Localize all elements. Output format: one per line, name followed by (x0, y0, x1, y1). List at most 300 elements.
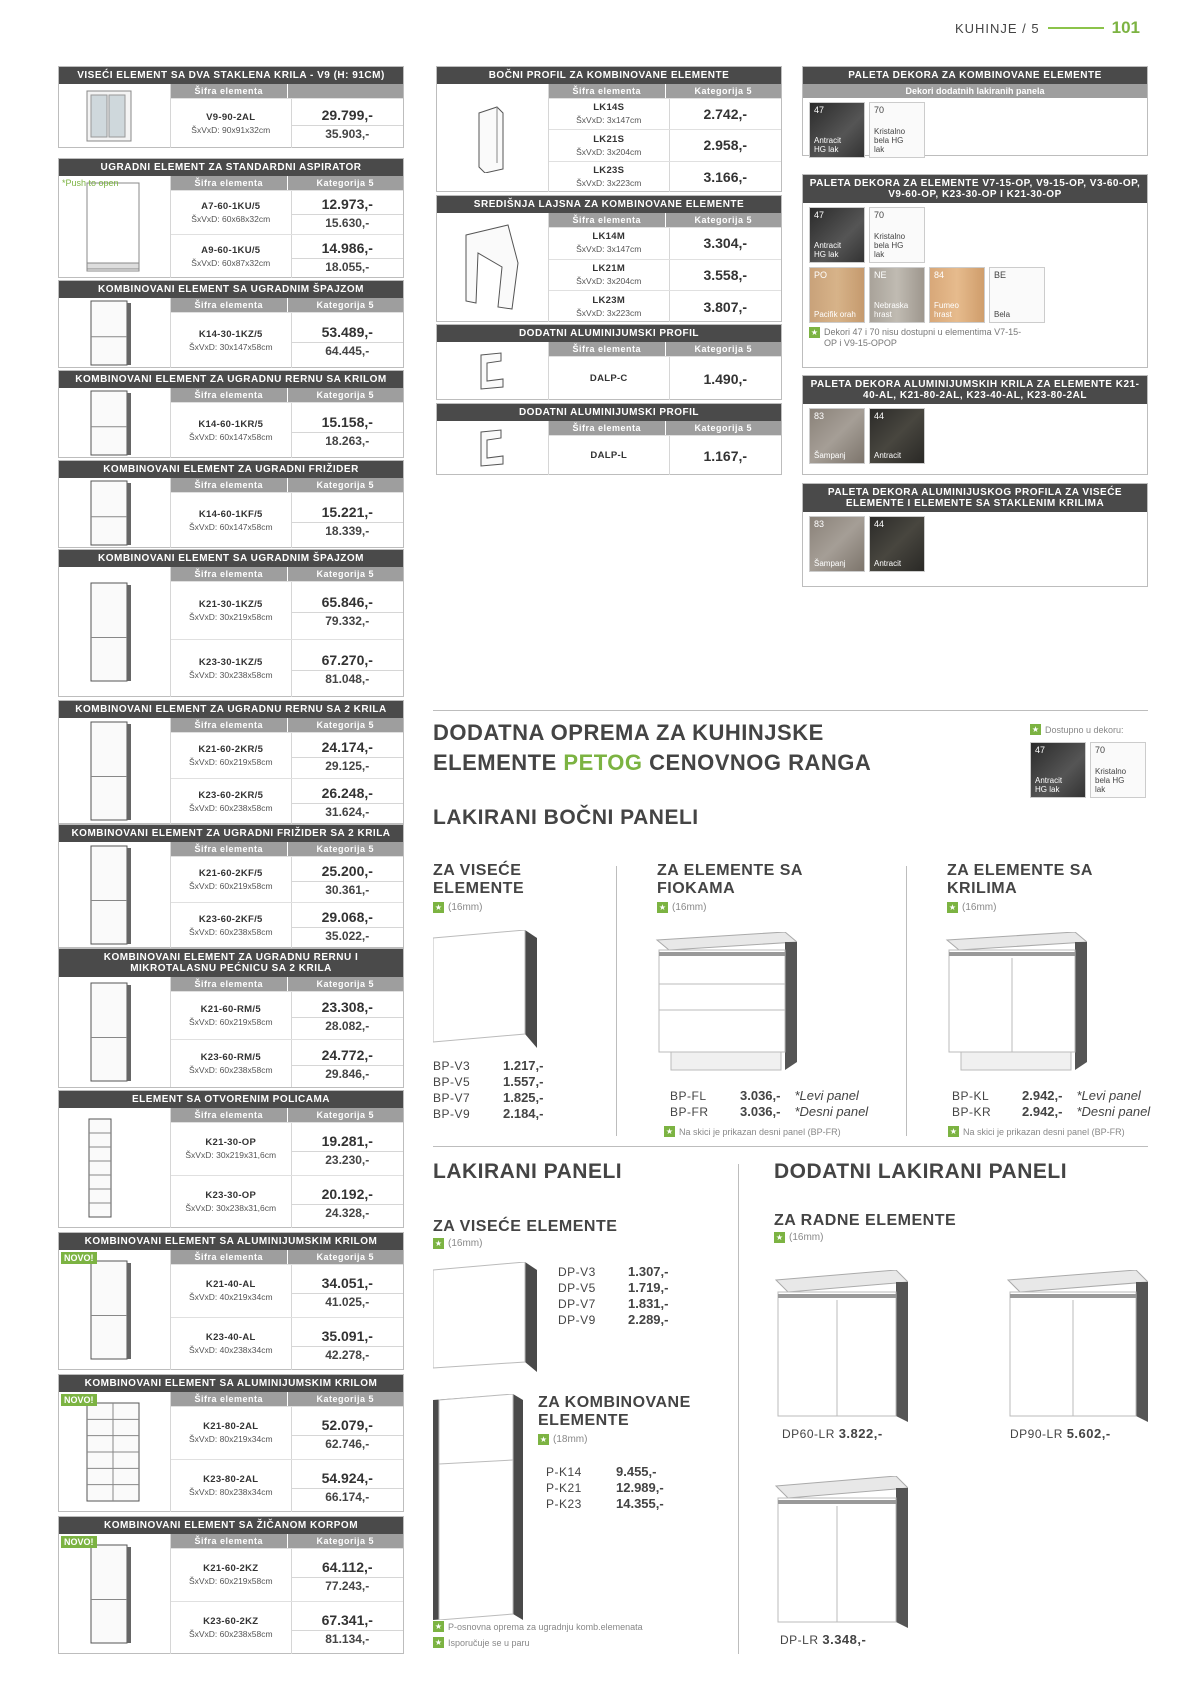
product-image (437, 342, 549, 400)
product-price: 1.167,- (703, 447, 748, 464)
cabinet-illustration (83, 1539, 147, 1649)
product-price: 15.158,- (321, 414, 373, 430)
palette-title: PALETA DEKORA ALUMINIJUSKOG PROFILA ZA VISEĆE ELEMENTE I ELEMENTE SA STAKLENIM KRILIMA (803, 484, 1147, 512)
column-header: Šifra elementa (194, 844, 264, 854)
door-note: ★ Na skici je prikazan desni panel (BP-FR) (949, 1126, 1125, 1137)
price-row (670, 1104, 868, 1120)
heading-additional-lacquered: DODATNI LAKIRANI PANELI (774, 1160, 1068, 1183)
product-image (59, 718, 171, 824)
product-title: DODATNI ALUMINIJUMSKI PROFIL (437, 404, 781, 421)
star-icon: ★ (434, 903, 443, 912)
product-price: 35.091,- (321, 1327, 373, 1344)
bp-v-list (433, 1058, 543, 1122)
product-price: 67.270,- (321, 652, 373, 668)
product-row (171, 1122, 403, 1175)
left-product-box (58, 700, 404, 824)
product-row (171, 1039, 403, 1087)
sub-worktop: ZA RADNE ELEMENTE (774, 1212, 957, 1229)
product-dimensions: ŠxVxD: 3x204cm (576, 146, 642, 157)
panel-code: BP-V5 (433, 1075, 471, 1089)
cabinet-illustration (83, 1255, 147, 1365)
swatch-44[interactable]: 44 Antracit (869, 408, 925, 464)
price-row (952, 1088, 1150, 1104)
sub-combined: ZA KOMBINOVANE ELEMENTE (538, 1394, 691, 1429)
panel-code: BP-KR (952, 1105, 992, 1119)
product-row (549, 259, 781, 291)
panel-price: 2.942,- (1022, 1104, 1063, 1119)
product-image (437, 84, 549, 192)
panel-price: 14.355,- (616, 1496, 664, 1511)
column-header: Šifra elementa (194, 979, 264, 989)
product-code: A9-60-1KU/5 (201, 244, 261, 256)
column-header: Kategorija 5 (287, 1108, 404, 1122)
panel-code: DP-V9 (558, 1313, 596, 1327)
cabinet-illustration (83, 577, 147, 687)
palette-title: PALETA DEKORA ALUMINIJUMSKIH KRILA ZA ELEMENTE K21-40-AL, K21-80-2AL, K23-40-AL, K23-80-2AL (803, 376, 1147, 404)
panel-price: 1.557,- (503, 1074, 544, 1089)
product-old-price: 24.328,- (292, 1204, 404, 1221)
column-header: Šifra elementa (194, 720, 264, 730)
left-product-box (58, 948, 404, 1088)
product-code: K21-60-RM/5 (200, 1003, 261, 1015)
product-price: 64.112,- (321, 1558, 373, 1575)
product-image (59, 298, 171, 368)
column-header: Kategorija 5 (287, 977, 404, 991)
dp60-image (774, 1270, 908, 1422)
product-row (549, 356, 781, 400)
cabinet-illustration (83, 840, 147, 950)
available-label: ★ Dostupno u dekoru: (1031, 724, 1124, 735)
column-header: Šifra elementa (572, 423, 642, 433)
product-dimensions: ŠxVxD: 60x238x58cm (188, 802, 273, 813)
product-row (171, 1601, 403, 1654)
star-icon: ★ (658, 903, 667, 912)
product-code: K14-60-1KR/5 (198, 418, 264, 430)
swatch-84[interactable]: 84 Fumeo hrast (929, 267, 985, 323)
product-old-price: 79.332,- (292, 612, 404, 629)
product-row (171, 1175, 403, 1228)
thickness-label: ★ (16mm) (658, 902, 707, 913)
divider (906, 866, 907, 1136)
product-price: 24.772,- (321, 1047, 373, 1063)
star-icon: ★ (948, 903, 957, 912)
divider (616, 866, 617, 1136)
divider (433, 710, 1148, 711)
column-headers (549, 342, 781, 356)
column-headers (171, 478, 403, 492)
price-row (433, 1090, 543, 1106)
product-dimensions: ŠxVxD: 80x238x34cm (188, 1487, 273, 1497)
product-old-price: 18.263,- (292, 432, 404, 449)
column-header: Šifra elementa (194, 1536, 264, 1546)
product-code: LK14M (592, 231, 626, 243)
thickness-label: ★ (18mm) (539, 1434, 588, 1445)
thickness-label: ★ (16mm) (948, 902, 997, 913)
product-row (549, 290, 781, 322)
left-product-box (58, 370, 404, 458)
product-row (171, 902, 403, 948)
price-row (433, 1058, 543, 1074)
product-code: K23-40-AL (205, 1332, 256, 1343)
product-row (549, 435, 781, 475)
product-old-price: 29.125,- (292, 757, 404, 774)
swatch-70[interactable]: 70 Kristalno bela HG lak (869, 207, 925, 263)
swatch-70[interactable]: 70 Kristalno bela HG lak (1090, 742, 1146, 798)
product-row (171, 312, 403, 368)
price-row (546, 1464, 664, 1480)
bp-k-list (952, 1088, 1150, 1120)
available-swatches (1030, 742, 1146, 798)
panel-price: 12.989,- (616, 1480, 664, 1495)
swatch-47[interactable]: 47 Antracit HG lak (809, 207, 865, 263)
star-icon: ★ (434, 1239, 443, 1248)
product-price: 14.986,- (321, 240, 373, 256)
panel-code: BP-V9 (433, 1107, 471, 1121)
heading-lacquered-side: LAKIRANI BOČNI PANELI (433, 806, 699, 829)
product-code: LK14S (593, 102, 625, 114)
product-title: ELEMENT SA OTVORENIM POLICAMA (59, 1091, 403, 1108)
product-price: 2.958,- (703, 137, 748, 154)
panel-price: 1.831,- (628, 1296, 669, 1311)
swatch-83[interactable]: 83 Šampanj (809, 408, 865, 464)
product-code: K21-60-2KZ (203, 1563, 259, 1574)
product-image (59, 1250, 171, 1370)
column-header: Kategorija 5 (287, 298, 404, 312)
product-dimensions: ŠxVxD: 40x219x34cm (188, 1292, 273, 1302)
star-icon: ★ (949, 1127, 958, 1136)
dp90-label: DP90-LR 5.602,- (1010, 1426, 1111, 1441)
column-header: Šifra elementa (194, 86, 264, 96)
product-price: 1.490,- (703, 370, 748, 387)
panel-price: 1.307,- (628, 1264, 669, 1279)
price-row (546, 1496, 664, 1512)
product-dimensions: ŠxVxD: 60x219x58cm (188, 756, 273, 767)
product-code: K23-60-2KZ (203, 1616, 259, 1627)
product-image (59, 1108, 171, 1228)
star-icon: ★ (539, 1435, 548, 1444)
swatch-be[interactable]: BE Bela (989, 267, 1045, 323)
section-label: KUHINJE / 5 (954, 20, 1040, 36)
heading-lacquered-panels: LAKIRANI PANELI (433, 1160, 623, 1183)
left-product-box (58, 1232, 404, 1370)
swatch-47[interactable]: 47 Antracit HG lak (1030, 742, 1086, 798)
product-old-price: 28.082,- (292, 1017, 404, 1034)
column-header (287, 84, 404, 98)
product-dimensions: ŠxVxD: 60x238x58cm (188, 926, 273, 937)
cabinet-illustration (83, 1397, 147, 1507)
swatch-ne[interactable]: NE Nebraska hrast (869, 267, 925, 323)
thickness-label: ★ (16mm) (775, 1232, 824, 1243)
palette-alu-doors (802, 375, 1148, 475)
dp-v-list (558, 1264, 668, 1328)
product-dimensions: ŠxVxD: 60x219x58cm (188, 1576, 273, 1586)
product-row (171, 991, 403, 1039)
product-dimensions: ŠxVxD: 60x238x58cm (188, 1629, 273, 1639)
price-row (558, 1280, 668, 1296)
product-price: 20.192,- (321, 1185, 373, 1202)
product-price: 19.281,- (321, 1132, 373, 1149)
palette-title: PALETA DEKORA ZA KOMBINOVANE ELEMENTE (803, 67, 1147, 84)
left-product-box (58, 549, 404, 697)
product-row (171, 190, 403, 234)
left-product-box (58, 1090, 404, 1228)
product-title: VISEĆI ELEMENT SA DVA STAKLENA KRILA - V9 (H: 91CM) (59, 67, 403, 84)
column-headers (171, 977, 403, 991)
product-title: DODATNI ALUMINIJUMSKI PROFIL (437, 325, 781, 342)
panel-side: *Levi panel (1076, 1088, 1141, 1103)
price-row (558, 1264, 668, 1280)
product-code: K21-60-2KF/5 (198, 867, 263, 879)
column-header: Kategorija 5 (287, 388, 404, 402)
price-row (433, 1074, 543, 1090)
product-title: KOMBINOVANI ELEMENT ZA UGRADNU RERNU SA 2 KRILA (59, 701, 403, 718)
product-image (59, 478, 171, 548)
product-image (59, 84, 171, 148)
section-title: DODATNA OPREMA ZA KUHINJSKE ELEMENTE PETOG CENOVNOG RANGA (433, 720, 872, 775)
product-price: 25.200,- (321, 863, 373, 879)
product-price: 24.174,- (321, 739, 373, 755)
panel-price: 3.036,- (740, 1104, 781, 1119)
star-icon: ★ (1031, 725, 1040, 734)
column-header: Šifra elementa (194, 1110, 264, 1120)
column-headers (171, 567, 403, 581)
column-header: Šifra elementa (572, 86, 642, 96)
sub-drawers: ZA ELEMENTE SA FIOKAMA (657, 862, 803, 897)
product-title: UGRADNI ELEMENT ZA STANDARDNI ASPIRATOR (59, 159, 403, 176)
dplr-image (774, 1476, 908, 1628)
column-header: Kategorija 5 (287, 567, 404, 581)
column-header: Kategorija 5 (287, 478, 404, 492)
product-dimensions: ŠxVxD: 60x238x58cm (188, 1064, 273, 1075)
product-row (171, 778, 403, 824)
product-code: K23-60-2KR/5 (198, 789, 264, 801)
star-icon: ★ (775, 1233, 784, 1242)
product-dimensions: ŠxVxD: 60x87x32cm (191, 257, 271, 268)
panel-price: 2.942,- (1022, 1088, 1063, 1103)
product-code: K14-30-1KZ/5 (198, 328, 263, 340)
left-product-box (58, 158, 404, 278)
cabinet-illustration (83, 385, 147, 461)
product-code: K21-80-2AL (203, 1421, 259, 1432)
column-header: Šifra elementa (194, 300, 264, 310)
cabinet-illustration (83, 716, 147, 826)
product-price: 29.799,- (321, 107, 373, 123)
product-old-price: 31.624,- (292, 803, 404, 820)
price-row (546, 1480, 664, 1496)
star-icon: ★ (434, 1622, 443, 1631)
product-code: K14-60-1KF/5 (198, 508, 263, 520)
drawer-panel-image (655, 932, 797, 1074)
panel-price: 1.719,- (628, 1280, 669, 1295)
palette-alu-profile (802, 483, 1148, 587)
product-title: KOMBINOVANI ELEMENT ZA UGRADNI FRIŽIDER SA 2 KRILA (59, 825, 403, 842)
column-header: Šifra elementa (194, 569, 264, 579)
product-image (59, 1392, 171, 1512)
panel-code: DP-V7 (558, 1297, 596, 1311)
product-price: 12.973,- (321, 196, 373, 212)
product-code: LK21M (592, 262, 626, 274)
panel-code: BP-FL (670, 1089, 707, 1103)
left-product-box (58, 1374, 404, 1512)
product-code: DALP-L (590, 449, 628, 461)
product-code: K21-40-AL (205, 1279, 256, 1290)
product-dimensions: ŠxVxD: 3x147cm (576, 244, 642, 255)
star-icon: ★ (665, 1127, 674, 1136)
product-row (549, 129, 781, 160)
door-panel-image (945, 932, 1087, 1074)
product-dimensions: ŠxVxD: 3x147cm (576, 115, 642, 126)
thickness-label: ★ (16mm) (434, 1238, 483, 1249)
product-price: 34.051,- (321, 1274, 373, 1291)
product-image (59, 842, 171, 948)
product-image (59, 977, 171, 1087)
swatch-83[interactable]: 83 Šampanj (809, 516, 865, 572)
swatch-po[interactable]: PO Pacifik orah (809, 267, 865, 323)
panel-price: 3.036,- (740, 1088, 781, 1103)
panel-code: BP-KL (952, 1089, 990, 1103)
footnote-2: ★ Isporučuje se u paru (434, 1637, 530, 1648)
alu-profile-illustration (473, 426, 513, 470)
panel-code: BP-FR (670, 1105, 709, 1119)
column-header: Šifra elementa (194, 1394, 264, 1404)
alu-profile-illustration (473, 349, 513, 393)
product-row (171, 1317, 403, 1370)
product-price: 52.079,- (321, 1416, 373, 1433)
product-row (549, 227, 781, 259)
product-price: 29.068,- (321, 909, 373, 925)
left-product-box (58, 1516, 404, 1654)
product-row (171, 639, 403, 697)
column-header: Kategorija 5 (287, 718, 404, 732)
product-old-price: 30.361,- (292, 881, 404, 898)
panel-code: P-K21 (546, 1481, 582, 1495)
palette-open-shelves (802, 174, 1148, 368)
product-old-price: 23.230,- (292, 1151, 404, 1168)
column-headers (171, 1250, 403, 1264)
page-number: 101 (1111, 18, 1140, 37)
left-product-box (58, 460, 404, 548)
price-row (670, 1088, 868, 1104)
dp60-label: DP60-LR 3.822,- (782, 1426, 883, 1441)
column-headers (549, 84, 781, 98)
column-headers (171, 718, 403, 732)
swatch-44[interactable]: 44 Antracit (869, 516, 925, 572)
product-price: 53.489,- (321, 324, 373, 340)
product-code: K21-30-OP (205, 1137, 257, 1148)
mid-product-box (436, 324, 782, 400)
middle-strip-illustration (458, 223, 528, 313)
product-old-price: 81.134,- (292, 1630, 404, 1647)
price-row (952, 1104, 1150, 1120)
product-price: 54.924,- (321, 1469, 373, 1486)
product-row (171, 581, 403, 639)
hanging-panel-image (433, 930, 537, 1048)
product-dimensions: ŠxVxD: 60x219x58cm (188, 880, 273, 891)
product-image (59, 388, 171, 458)
product-row (171, 1264, 403, 1317)
product-price: 15.221,- (321, 504, 373, 520)
left-product-box (58, 280, 404, 368)
product-old-price: 18.055,- (292, 258, 404, 275)
product-code: LK21S (593, 133, 625, 145)
product-dimensions: ŠxVxD: 60x147x58cm (188, 521, 273, 532)
product-dimensions: ŠxVxD: 90x91x32cm (191, 124, 271, 135)
drawer-note: ★ Na skici je prikazan desni panel (BP-FR) (665, 1126, 841, 1137)
column-headers (171, 388, 403, 402)
cabinet-illustration (83, 81, 147, 151)
column-header: Šifra elementa (194, 1252, 264, 1262)
product-old-price: 81.048,- (292, 670, 404, 687)
product-title: SREDIŠNJA LAJSNA ZA KOMBINOVANE ELEMENTE (437, 196, 781, 213)
side-profile-illustration (473, 103, 513, 173)
product-dimensions: ŠxVxD: 60x219x58cm (188, 1016, 273, 1027)
bp-f-list (670, 1088, 868, 1120)
panel-price: 2.184,- (503, 1106, 544, 1121)
product-dimensions: ŠxVxD: 30x219x31,6cm (185, 1150, 277, 1160)
divider (433, 1146, 1148, 1147)
product-row (171, 234, 403, 278)
star-icon: ★ (810, 328, 819, 337)
column-header: Šifra elementa (194, 390, 264, 400)
product-dimensions: ŠxVxD: 60x68x32cm (191, 213, 271, 224)
column-header: Šifra elementa (194, 480, 264, 490)
panel-code: P-K23 (546, 1497, 582, 1511)
column-header: Kategorija 5 (665, 421, 782, 435)
cabinet-illustration (83, 1113, 147, 1223)
panel-code: BP-V7 (433, 1091, 471, 1105)
product-price: 3.166,- (703, 168, 748, 185)
combined-panel-image (433, 1394, 523, 1620)
sub-hanging-2: ZA VISEĆE ELEMENTE (433, 1218, 618, 1235)
hanging-panel-image-2 (433, 1262, 537, 1372)
column-headers (171, 1108, 403, 1122)
column-headers (549, 421, 781, 435)
swatch-47[interactable]: 47 Antracit HG lak (809, 102, 865, 158)
sub-hanging: ZA VISEĆE ELEMENTE (433, 862, 525, 897)
product-image (437, 213, 549, 322)
product-old-price: 42.278,- (292, 1346, 404, 1363)
product-code: K23-80-2AL (203, 1474, 259, 1485)
price-row (558, 1296, 668, 1312)
product-dimensions: ŠxVxD: 60x147x58cm (188, 431, 273, 442)
column-header: Kategorija 5 (287, 842, 404, 856)
panel-price: 1.825,- (503, 1090, 544, 1105)
product-price: 3.558,- (703, 266, 748, 283)
product-title: BOČNI PROFIL ZA KOMBINOVANE ELEMENTE (437, 67, 781, 84)
product-code: LK23M (592, 294, 626, 306)
product-row (171, 1406, 403, 1459)
column-headers (171, 176, 403, 190)
product-row (171, 732, 403, 778)
panel-code: P-K14 (546, 1465, 582, 1479)
panel-price: 2.289,- (628, 1312, 669, 1327)
product-code: K23-30-1KZ/5 (198, 656, 263, 668)
product-title: KOMBINOVANI ELEMENT ZA UGRADNU RERNU I MIKROTALASNU PEĆNICU SA 2 KRILA (59, 949, 403, 977)
palette-note: Dekori 47 i 70 nisu dostupni u elementima V7-15-OP i V9-15-OPOP (824, 327, 1022, 348)
column-header: Šifra elementa (194, 178, 264, 188)
price-row (433, 1106, 543, 1122)
new-badge: NOVO! (61, 1394, 97, 1406)
product-dimensions: ŠxVxD: 30x238x58cm (188, 669, 273, 680)
swatch-70[interactable]: 70 Kristalno bela HG lak (869, 102, 925, 158)
product-row (171, 492, 403, 548)
column-header: Kategorija 5 (287, 1250, 404, 1264)
product-row (171, 1548, 403, 1601)
cabinet-illustration (83, 173, 147, 281)
product-dimensions: ŠxVxD: 30x147x58cm (188, 341, 273, 352)
product-price: 23.308,- (321, 999, 373, 1015)
panel-side: *Levi panel (794, 1088, 859, 1103)
